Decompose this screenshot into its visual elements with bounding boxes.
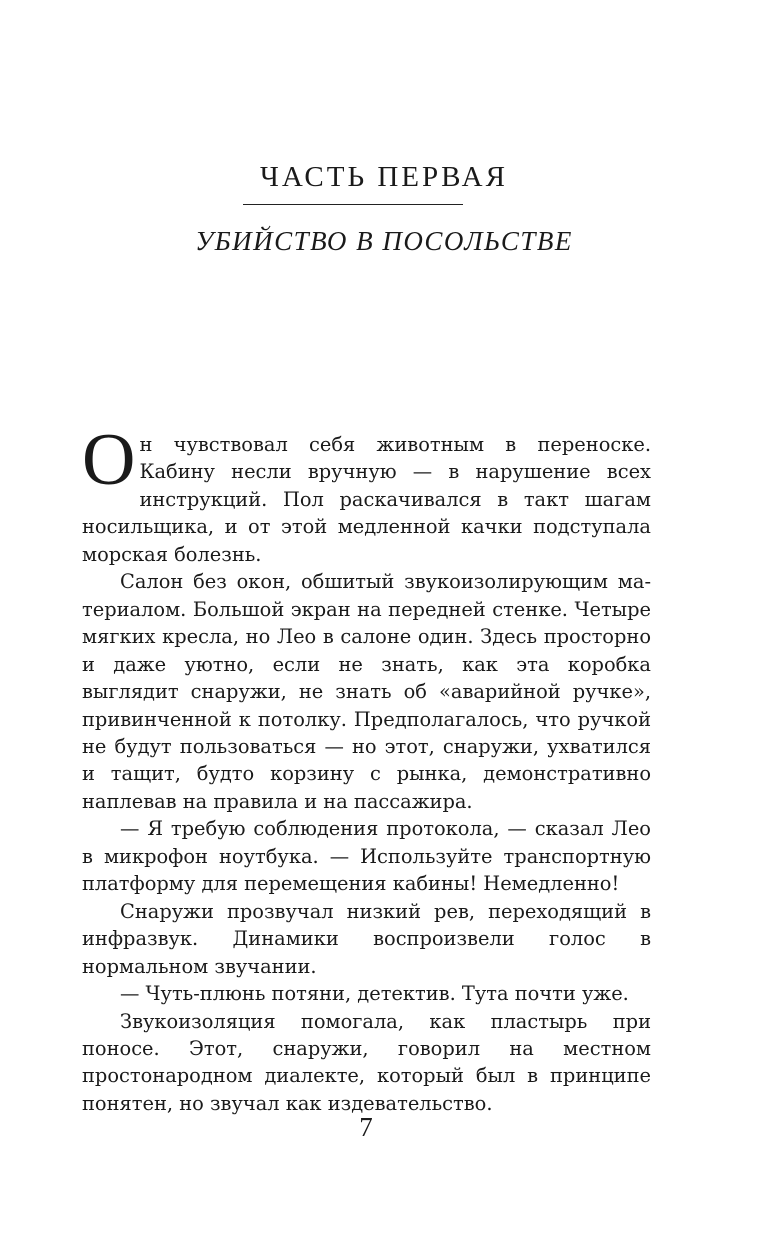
- part-title: ЧАСТЬ ПЕРВАЯ: [260, 161, 508, 193]
- paragraph-1-text: н чувствовал себя животным в переноске. Кабину несли вручную — в нарушение всех инструкций. Пол раскачивался в такт шагам носильщика, и от этой медленной качки подступала морская болезнь.: [82, 433, 651, 566]
- paragraph-6: Звукоизоляция помогала, как пластырь при поносе. Этот, снаружи, говорил на местном простонародном диалекте, который был в принципе понятен, но звучал как издевательство.: [82, 1009, 651, 1115]
- drop-cap: О: [82, 419, 136, 501]
- paragraph-2: Салон без окон, обшитый звукоизолирующим материалом. Большой экран на передней стенке. Четыре мягких кресла, но Лео в салоне один. Здесь просторно и даже уютно, если не знать, как эта коробка выглядит снаружи, не знать об «аварийной ручке», привинченной к потолку. Предполагалось, что ручкой не будут пользоваться — но этот, снаружи, ухватился и тащит, будто корзину с рынка, демонстративно наплевав на правила и на пассажира.: [82, 570, 651, 813]
- paragraph-1: [82, 419, 651, 568]
- body-text: [82, 419, 651, 1117]
- page-number: 7: [359, 1112, 373, 1142]
- paragraph-3: — Я требую соблюдения протокола, — сказал Лео в микрофон ноутбука. — Используйте транспортную платформу для перемещения кабины! Немедленно!: [82, 817, 651, 896]
- paragraph-4: Снаружи прозвучал низкий рев, переходящий в инфразвук. Динамики воспроизвели голос в нормальном звучании.: [82, 899, 651, 978]
- paragraph-5: — Чуть-плюнь потяни, детектив. Тута почти уже.: [120, 982, 629, 1006]
- chapter-title: УБИЙСТВО В ПОСОЛЬСТВЕ: [195, 226, 573, 256]
- title-divider: [243, 204, 463, 205]
